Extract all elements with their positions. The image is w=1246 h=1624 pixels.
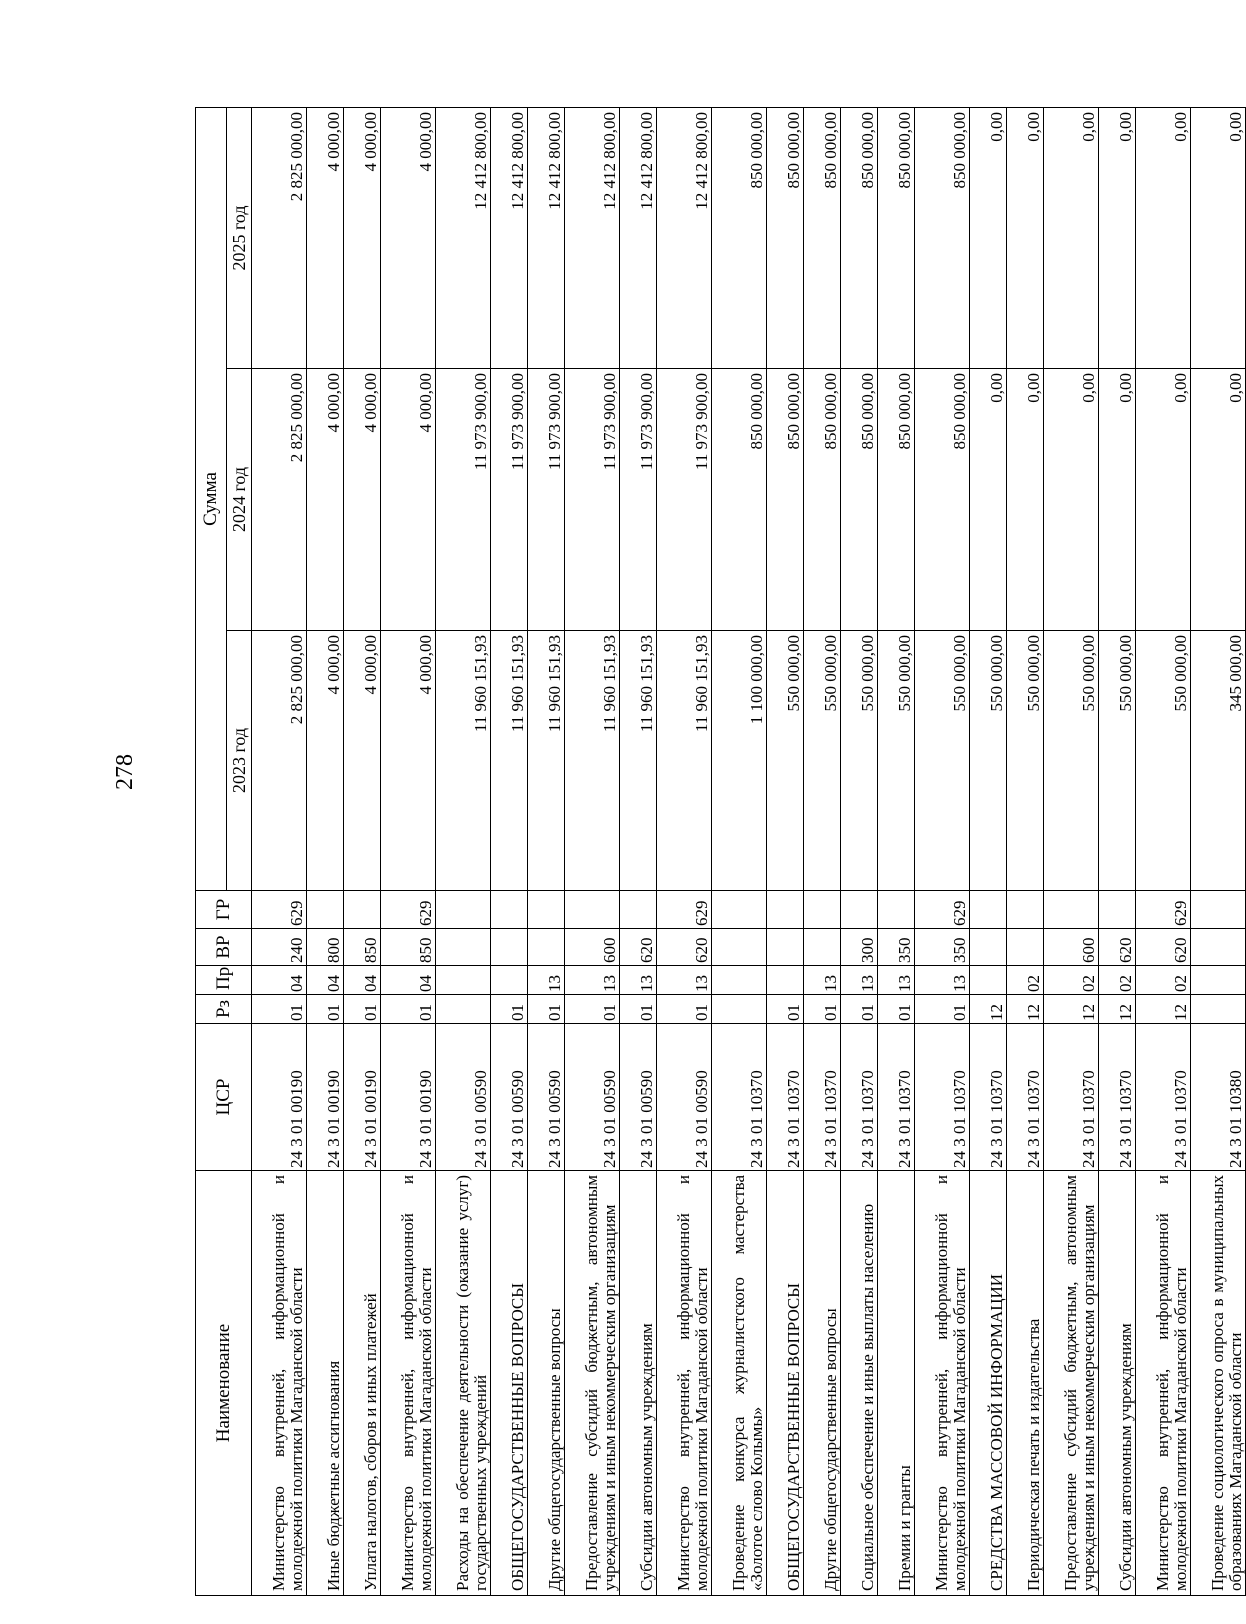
table-row (307, 108, 344, 1596)
cell-2023: 550 000,00 (878, 631, 915, 891)
cell-rz: 01 (344, 995, 381, 1024)
cell-csr: 24 3 01 10370 (1099, 1024, 1136, 1171)
cell-2025: 850 000,00 (878, 108, 915, 369)
table-row (436, 108, 491, 1596)
cell-rz: 01 (252, 995, 307, 1024)
cell-name: Иные бюджетные ассигнования (307, 1171, 344, 1596)
cell-2024: 4 000,00 (381, 369, 436, 631)
cell-csr: 24 3 01 00190 (344, 1024, 381, 1171)
cell-csr: 24 3 01 10370 (878, 1024, 915, 1171)
cell-pr: 13 (565, 966, 620, 995)
table-row (1007, 108, 1044, 1596)
cell-rz (436, 995, 491, 1024)
cell-gr (970, 891, 1007, 929)
cell-pr: 02 (1044, 966, 1099, 995)
cell-csr: 24 3 01 10370 (1044, 1024, 1099, 1171)
cell-gr: 629 (1136, 891, 1191, 929)
cell-name: Субсидии автономным учреждениям (1099, 1171, 1136, 1596)
cell-csr: 24 3 01 10370 (1007, 1024, 1044, 1171)
cell-2025: 0,00 (970, 108, 1007, 369)
cell-vr (712, 929, 767, 966)
page-number: 278 (112, 754, 138, 790)
rotated-table-wrapper (195, 108, 1245, 1596)
cell-2025: 850 000,00 (841, 108, 878, 369)
cell-2024: 11 973 900,00 (620, 369, 657, 631)
cell-vr: 240 (252, 929, 307, 966)
cell-vr: 620 (1136, 929, 1191, 966)
cell-2025: 850 000,00 (804, 108, 841, 369)
cell-vr: 350 (915, 929, 970, 966)
header-vr: ВР (196, 929, 252, 966)
table-row (767, 108, 804, 1596)
table-row (1191, 108, 1246, 1596)
cell-2024: 0,00 (970, 369, 1007, 631)
cell-2025: 12 412 800,00 (436, 108, 491, 369)
budget-table (195, 107, 1246, 1596)
cell-2025: 0,00 (1191, 108, 1246, 369)
cell-2024: 0,00 (1007, 369, 1044, 631)
table-body (252, 108, 1246, 1596)
cell-csr: 24 3 01 10380 (1191, 1024, 1246, 1171)
cell-gr (1044, 891, 1099, 929)
cell-vr (767, 929, 804, 966)
cell-2023: 11 960 151,93 (565, 631, 620, 891)
cell-name: Предоставление субсидий бюджетным, автономным учреждениям и иным некоммерческим организациям (1044, 1171, 1099, 1596)
cell-pr: 02 (1099, 966, 1136, 995)
cell-2023: 11 960 151,93 (657, 631, 712, 891)
cell-2025: 12 412 800,00 (657, 108, 712, 369)
cell-rz: 12 (1007, 995, 1044, 1024)
cell-2025: 12 412 800,00 (620, 108, 657, 369)
table-row (878, 108, 915, 1596)
header-2023: 2023 год (227, 631, 252, 891)
table-row (565, 108, 620, 1596)
cell-2025: 12 412 800,00 (528, 108, 565, 369)
header-2025: 2025 год (227, 108, 252, 369)
cell-name: Периодическая печать и издательства (1007, 1171, 1044, 1596)
cell-rz: 01 (565, 995, 620, 1024)
cell-2023: 4 000,00 (344, 631, 381, 891)
cell-rz: 01 (307, 995, 344, 1024)
cell-2025: 2 825 000,00 (252, 108, 307, 369)
cell-2024: 850 000,00 (878, 369, 915, 631)
cell-vr: 800 (307, 929, 344, 966)
cell-vr: 300 (841, 929, 878, 966)
cell-csr: 24 3 01 00190 (252, 1024, 307, 1171)
cell-2025: 0,00 (1007, 108, 1044, 369)
cell-gr (1191, 891, 1246, 929)
cell-csr: 24 3 01 10370 (804, 1024, 841, 1171)
cell-rz: 01 (620, 995, 657, 1024)
cell-2024: 11 973 900,00 (491, 369, 528, 631)
cell-name: СРЕДСТВА МАССОВОЙ ИНФОРМАЦИИ (970, 1171, 1007, 1596)
cell-vr: 620 (657, 929, 712, 966)
table-row (1099, 108, 1136, 1596)
cell-2023: 550 000,00 (841, 631, 878, 891)
cell-gr (878, 891, 915, 929)
table-row (620, 108, 657, 1596)
cell-vr (1007, 929, 1044, 966)
cell-gr (712, 891, 767, 929)
cell-pr: 13 (620, 966, 657, 995)
cell-2025: 12 412 800,00 (491, 108, 528, 369)
cell-2023: 550 000,00 (1136, 631, 1191, 891)
cell-2024: 850 000,00 (712, 369, 767, 631)
table-row (841, 108, 878, 1596)
cell-2025: 850 000,00 (767, 108, 804, 369)
cell-2024: 11 973 900,00 (528, 369, 565, 631)
cell-2023: 4 000,00 (381, 631, 436, 891)
cell-2024: 0,00 (1099, 369, 1136, 631)
cell-pr: 13 (657, 966, 712, 995)
cell-gr (841, 891, 878, 929)
cell-2024: 0,00 (1136, 369, 1191, 631)
cell-2024: 0,00 (1044, 369, 1099, 631)
cell-2024: 850 000,00 (804, 369, 841, 631)
cell-csr: 24 3 01 10370 (841, 1024, 878, 1171)
cell-2023: 550 000,00 (970, 631, 1007, 891)
cell-rz: 01 (767, 995, 804, 1024)
table-row (804, 108, 841, 1596)
cell-gr (1007, 891, 1044, 929)
cell-2023: 11 960 151,93 (528, 631, 565, 891)
cell-2023: 11 960 151,93 (436, 631, 491, 891)
cell-name: Проведение социологического опроса в муниципальных образованиях Магаданской области (1191, 1171, 1246, 1596)
cell-pr (491, 966, 528, 995)
cell-pr (712, 966, 767, 995)
cell-gr (565, 891, 620, 929)
cell-gr (804, 891, 841, 929)
header-2024: 2024 год (227, 369, 252, 631)
cell-rz: 12 (970, 995, 1007, 1024)
cell-name: Другие общегосударственные вопросы (528, 1171, 565, 1596)
cell-vr (970, 929, 1007, 966)
cell-rz: 12 (1099, 995, 1136, 1024)
cell-gr: 629 (252, 891, 307, 929)
table-row (1136, 108, 1191, 1596)
table-row (344, 108, 381, 1596)
cell-2025: 0,00 (1099, 108, 1136, 369)
cell-2024: 11 973 900,00 (657, 369, 712, 631)
cell-csr: 24 3 01 10370 (915, 1024, 970, 1171)
cell-2025: 0,00 (1136, 108, 1191, 369)
cell-pr (1191, 966, 1246, 995)
cell-rz: 01 (915, 995, 970, 1024)
cell-vr: 600 (565, 929, 620, 966)
cell-2024: 2 825 000,00 (252, 369, 307, 631)
cell-pr (970, 966, 1007, 995)
cell-2024: 11 973 900,00 (436, 369, 491, 631)
cell-csr: 24 3 01 10370 (767, 1024, 804, 1171)
cell-2023: 550 000,00 (1044, 631, 1099, 891)
table-row (657, 108, 712, 1596)
table-row (491, 108, 528, 1596)
cell-pr (436, 966, 491, 995)
cell-2025: 4 000,00 (381, 108, 436, 369)
header-gr: ГР (196, 891, 252, 929)
cell-pr: 13 (915, 966, 970, 995)
cell-csr: 24 3 01 00590 (436, 1024, 491, 1171)
cell-2024: 0,00 (1191, 369, 1246, 631)
cell-rz: 12 (1136, 995, 1191, 1024)
cell-rz: 01 (528, 995, 565, 1024)
cell-2025: 4 000,00 (307, 108, 344, 369)
cell-pr: 04 (344, 966, 381, 995)
table-row (915, 108, 970, 1596)
cell-csr: 24 3 01 00590 (620, 1024, 657, 1171)
cell-csr: 24 3 01 00590 (657, 1024, 712, 1171)
header-sum: Сумма (196, 108, 227, 891)
cell-name: ОБЩЕГОСУДАРСТВЕННЫЕ ВОПРОСЫ (767, 1171, 804, 1596)
cell-pr: 13 (878, 966, 915, 995)
cell-vr: 620 (1099, 929, 1136, 966)
cell-csr: 24 3 01 00190 (381, 1024, 436, 1171)
cell-name: Министерство внутренней, информационной и молодежной политики Магаданской области (252, 1171, 307, 1596)
cell-name: Социальное обеспечение и иные выплаты населению (841, 1171, 878, 1596)
cell-gr (436, 891, 491, 929)
cell-name: Расходы на обеспечение деятельности (оказание услуг) государственных учреждений (436, 1171, 491, 1596)
cell-pr: 02 (1007, 966, 1044, 995)
cell-name: Премии и гранты (878, 1171, 915, 1596)
cell-2024: 850 000,00 (767, 369, 804, 631)
cell-gr (344, 891, 381, 929)
cell-2025: 850 000,00 (915, 108, 970, 369)
cell-2023: 550 000,00 (1007, 631, 1044, 891)
cell-rz: 01 (841, 995, 878, 1024)
cell-gr (767, 891, 804, 929)
cell-csr: 24 3 01 00590 (528, 1024, 565, 1171)
cell-2025: 4 000,00 (344, 108, 381, 369)
cell-2024: 850 000,00 (915, 369, 970, 631)
cell-2025: 0,00 (1044, 108, 1099, 369)
header-rz: Рз (196, 995, 252, 1024)
cell-2025: 12 412 800,00 (565, 108, 620, 369)
table-row (528, 108, 565, 1596)
cell-2023: 345 000,00 (1191, 631, 1246, 891)
cell-gr (528, 891, 565, 929)
cell-gr (620, 891, 657, 929)
cell-name: Министерство внутренней, информационной и молодежной политики Магаданской области (1136, 1171, 1191, 1596)
cell-csr: 24 3 01 10370 (970, 1024, 1007, 1171)
header-pr: Пр (196, 966, 252, 995)
cell-2023: 550 000,00 (1099, 631, 1136, 891)
table-row (1044, 108, 1099, 1596)
cell-2023: 2 825 000,00 (252, 631, 307, 891)
cell-name: Министерство внутренней, информационной и молодежной политики Магаданской области (381, 1171, 436, 1596)
cell-2023: 11 960 151,93 (491, 631, 528, 891)
cell-gr: 629 (657, 891, 712, 929)
cell-gr (307, 891, 344, 929)
cell-name: Министерство внутренней, информационной и молодежной политики Магаданской области (657, 1171, 712, 1596)
cell-name: Проведение конкурса журналистского мастерства «Золотое слово Колымы» (712, 1171, 767, 1596)
cell-vr (491, 929, 528, 966)
cell-2024: 850 000,00 (841, 369, 878, 631)
cell-name: Другие общегосударственные вопросы (804, 1171, 841, 1596)
cell-vr (804, 929, 841, 966)
cell-csr: 24 3 01 00190 (307, 1024, 344, 1171)
cell-vr: 600 (1044, 929, 1099, 966)
cell-csr: 24 3 01 10370 (712, 1024, 767, 1171)
cell-2024: 4 000,00 (344, 369, 381, 631)
cell-gr: 629 (915, 891, 970, 929)
cell-rz: 01 (878, 995, 915, 1024)
cell-gr: 629 (381, 891, 436, 929)
table-row (712, 108, 767, 1596)
cell-2023: 550 000,00 (767, 631, 804, 891)
cell-vr: 850 (381, 929, 436, 966)
cell-2023: 550 000,00 (915, 631, 970, 891)
cell-pr: 04 (252, 966, 307, 995)
cell-rz: 01 (381, 995, 436, 1024)
cell-gr (491, 891, 528, 929)
cell-2023: 11 960 151,93 (620, 631, 657, 891)
header-csr: ЦСР (196, 1024, 252, 1171)
cell-csr: 24 3 01 00590 (491, 1024, 528, 1171)
cell-pr: 13 (804, 966, 841, 995)
cell-pr: 04 (307, 966, 344, 995)
cell-pr (767, 966, 804, 995)
cell-2024: 11 973 900,00 (565, 369, 620, 631)
cell-csr: 24 3 01 10370 (1136, 1024, 1191, 1171)
cell-name: Уплата налогов, сборов и иных платежей (344, 1171, 381, 1596)
cell-2023: 4 000,00 (307, 631, 344, 891)
header-name: Наименование (196, 1171, 252, 1596)
cell-2023: 1 100 000,00 (712, 631, 767, 891)
cell-vr: 620 (620, 929, 657, 966)
cell-rz (712, 995, 767, 1024)
cell-csr: 24 3 01 00590 (565, 1024, 620, 1171)
cell-vr: 850 (344, 929, 381, 966)
table-header-row (196, 108, 227, 1596)
cell-2024: 4 000,00 (307, 369, 344, 631)
cell-rz: 01 (804, 995, 841, 1024)
cell-name: Министерство внутренней, информационной и молодежной политики Магаданской области (915, 1171, 970, 1596)
table-row (381, 108, 436, 1596)
cell-pr: 02 (1136, 966, 1191, 995)
table-row (970, 108, 1007, 1596)
cell-2023: 550 000,00 (804, 631, 841, 891)
cell-pr: 13 (841, 966, 878, 995)
cell-pr: 04 (381, 966, 436, 995)
cell-rz: 12 (1044, 995, 1099, 1024)
cell-vr (436, 929, 491, 966)
cell-rz: 01 (491, 995, 528, 1024)
cell-name: Субсидии автономным учреждениям (620, 1171, 657, 1596)
cell-vr (1191, 929, 1246, 966)
table-row (252, 108, 307, 1596)
cell-rz (1191, 995, 1246, 1024)
cell-name: Предоставление субсидий бюджетным, автономным учреждениям и иным некоммерческим организациям (565, 1171, 620, 1596)
cell-vr (528, 929, 565, 966)
cell-gr (1099, 891, 1136, 929)
cell-name: ОБЩЕГОСУДАРСТВЕННЫЕ ВОПРОСЫ (491, 1171, 528, 1596)
cell-pr: 13 (528, 966, 565, 995)
cell-rz: 01 (657, 995, 712, 1024)
cell-2025: 850 000,00 (712, 108, 767, 369)
cell-vr: 350 (878, 929, 915, 966)
